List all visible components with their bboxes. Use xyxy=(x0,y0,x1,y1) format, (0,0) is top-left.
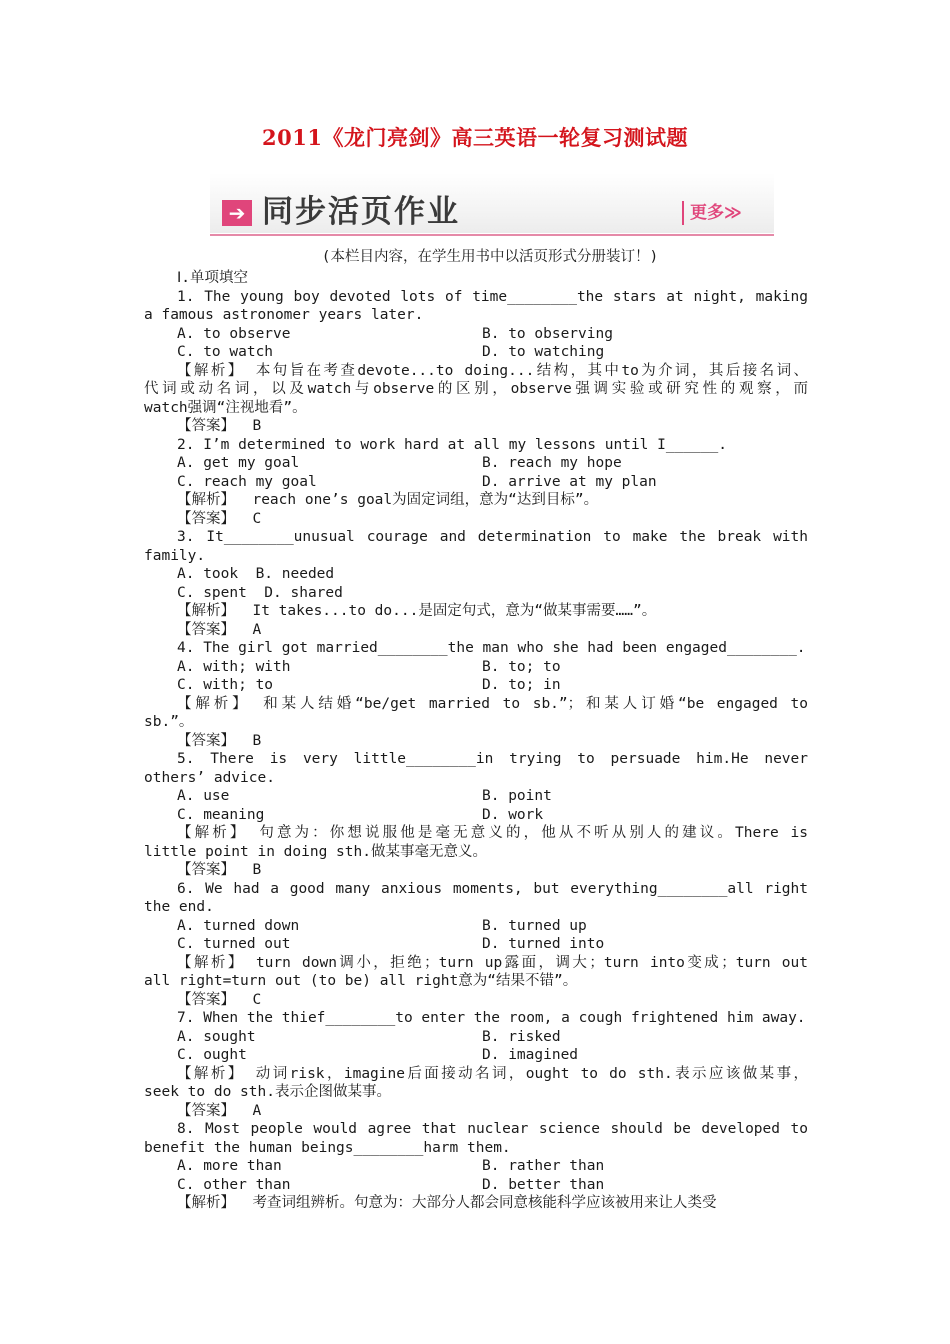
question-3-answer: 【答案】 A xyxy=(177,621,262,638)
question-5-stem-cont: others’ advice. xyxy=(144,769,275,786)
arrow-right-icon: ➔ xyxy=(222,200,252,226)
option-d: D. arrive at my plan xyxy=(482,473,657,490)
question-8-options-row-2 xyxy=(144,1176,808,1195)
option-c: C. meaning xyxy=(177,806,265,823)
question-6-options-row-2 xyxy=(144,935,808,954)
section-heading: Ⅰ.单项填空 xyxy=(177,270,249,286)
option-d: D. better than xyxy=(482,1176,605,1193)
question-2-options-row-1 xyxy=(144,454,808,473)
question-1-answer: 【答案】 B xyxy=(177,418,262,434)
question-2-options-row-2 xyxy=(144,473,808,492)
option-a: A. more than xyxy=(177,1158,282,1174)
question-6-analysis-cont: all right=turn out (to be) all right意为“结果不错”。 xyxy=(144,973,578,989)
option-b: B. to; to xyxy=(482,658,561,675)
question-4-analysis: 【解析】 和某人结婚“be/get married to sb.”；和某人订婚“be engaged to xyxy=(177,695,808,712)
question-7-analysis-cont: seek to do sth.表示企图做某事。 xyxy=(144,1084,391,1100)
option-a: A. get my goal xyxy=(177,455,300,471)
option-c: C. turned out xyxy=(177,936,291,952)
more-link[interactable]: 更多≫ xyxy=(690,203,742,223)
option-a: A. to observe xyxy=(177,325,291,342)
option-c: C. other than xyxy=(177,1176,291,1193)
option-a: A. turned down xyxy=(177,917,300,934)
question-6-analysis: 【解析】 turn down调小，拒绝；turn up露面，调大；turn into变成；turn out xyxy=(177,954,808,971)
section-banner xyxy=(210,173,774,237)
option-a: A. with; with xyxy=(177,658,291,675)
option-d: D. work xyxy=(482,806,544,823)
question-3-stem: 3. It________unusual courage and determination to make the break with xyxy=(177,529,808,545)
question-6-answer: 【答案】 C xyxy=(177,991,262,1008)
question-2-stem: 2. I’m determined to work hard at all my lessons until I______. xyxy=(177,436,727,453)
question-6-options-row-1 xyxy=(144,917,808,936)
option-a: A. sought xyxy=(177,1028,256,1045)
question-8-analysis: 【解析】 考查词组辨析。句意为：大部分人都会同意核能科学应该被用来让人类受 xyxy=(177,1195,717,1211)
question-1-options-row-1 xyxy=(144,325,808,344)
question-1-analysis: 【解析】 本句旨在考查devote...to doing...结构，其中to为介词，其后接名词、 xyxy=(177,362,808,379)
question-1-analysis-cont: watch强调“注视地看”。 xyxy=(144,399,307,416)
option-d: D. to; in xyxy=(482,677,561,693)
question-3-stem-cont: family. xyxy=(144,547,206,564)
question-7-options-row-2 xyxy=(144,1046,808,1065)
option-c: C. ought xyxy=(177,1047,247,1063)
option-d: D. imagined xyxy=(482,1047,579,1063)
question-4-options-row-1 xyxy=(144,658,808,677)
question-4-stem: 4. The girl got married________the man who she had been engaged________. xyxy=(177,640,806,656)
binding-note: (本栏目内容，在学生用书中以活页形式分册装订！) xyxy=(321,249,659,265)
question-2-answer: 【答案】 C xyxy=(177,510,262,527)
question-3-options-row-2: C. spent D. shared xyxy=(177,584,343,601)
option-d: D. to watching xyxy=(482,344,605,360)
question-8-stem: 8. Most people would agree that nuclear science should be developed to xyxy=(177,1121,808,1137)
question-7-analysis: 【解析】 动词risk，imagine后面接动名词，ought to do sth.表示应该做某事， xyxy=(177,1065,808,1082)
question-6-stem-cont: the end. xyxy=(144,899,214,915)
question-7-answer: 【答案】 A xyxy=(177,1102,262,1119)
question-1-stem: 1. The young boy devoted lots of time________the stars at night, making xyxy=(177,288,808,305)
exercise-body xyxy=(144,269,808,1213)
question-4-answer: 【答案】 B xyxy=(177,732,262,749)
question-5-analysis-cont: little point in doing sth.做某事毫无意义。 xyxy=(144,843,487,860)
question-8-options-row-1 xyxy=(144,1157,808,1176)
question-8-stem-cont: benefit the human beings________harm them. xyxy=(144,1139,511,1156)
option-b: B. reach my hope xyxy=(482,455,622,471)
question-5-options-row-1 xyxy=(144,787,808,806)
question-3-options-row-1: A. took B. needed xyxy=(177,566,335,582)
banner-divider xyxy=(682,201,684,225)
option-d: D. turned into xyxy=(482,936,605,952)
question-5-options-row-2 xyxy=(144,806,808,825)
banner-title: 同步活页作业 xyxy=(262,194,460,230)
question-5-analysis: 【解析】 句意为：你想说服他是毫无意义的，他从不听从别人的建议。There is xyxy=(177,825,808,841)
option-b: B. rather than xyxy=(482,1158,605,1174)
question-4-analysis-cont: sb.”。 xyxy=(144,714,194,730)
option-b: B. point xyxy=(482,788,552,804)
option-c: C. to watch xyxy=(177,344,274,360)
question-2-analysis: 【解析】 reach one’s goal为固定词组，意为“达到目标”。 xyxy=(177,492,599,508)
question-1-analysis-cont: 代词或动名词，以及watch与observe的区别，observe强调实验或研究性的观察，而 xyxy=(144,381,808,397)
question-5-answer: 【答案】 B xyxy=(177,862,262,878)
question-6-stem: 6. We had a good many anxious moments, but everything________all right xyxy=(177,880,808,897)
question-1-options-row-2 xyxy=(144,343,808,362)
option-b: B. risked xyxy=(482,1028,561,1045)
question-1-stem-cont: a famous astronomer years later. xyxy=(144,307,424,323)
document-title: 2011《龙门亮剑》高三英语一轮复习测试题 xyxy=(262,125,688,150)
option-c: C. reach my goal xyxy=(177,473,317,490)
question-5-stem: 5. There is very little________in trying to persuade him.He never xyxy=(177,751,808,767)
banner-underline xyxy=(210,234,774,236)
question-3-analysis: 【解析】 It takes...to do...是固定句式，意为“做某事需要……”。 xyxy=(177,603,657,619)
option-b: B. turned up xyxy=(482,917,587,934)
question-4-options-row-2 xyxy=(144,676,808,695)
question-7-stem: 7. When the thief________to enter the room, a cough frightened him away. xyxy=(177,1010,806,1026)
question-7-options-row-1 xyxy=(144,1028,808,1047)
option-a: A. use xyxy=(177,788,230,804)
option-b: B. to observing xyxy=(482,325,613,342)
option-c: C. with; to xyxy=(177,677,274,693)
